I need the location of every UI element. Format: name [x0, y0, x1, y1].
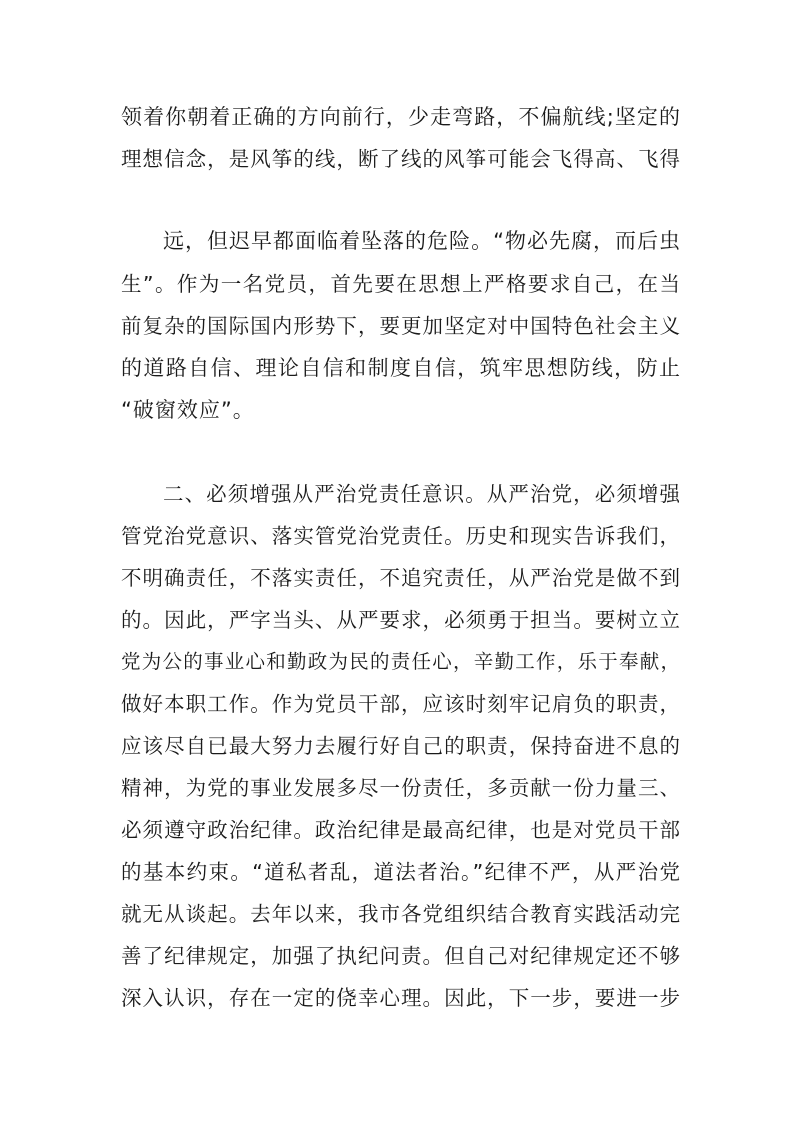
paragraph-3-line-5: 党为公的事业心和勤政为民的责任心，辛勤工作，乐于奉献，	[121, 650, 681, 673]
paragraph-2-line-1: 远，但迟早都面临着坠落的危险。“物必先腐，而后虫	[163, 229, 681, 253]
paragraph-3-line-8: 精神，为党的事业发展多尽一份责任，多贡献一份力量三、	[121, 776, 681, 800]
paragraph-3-line-7: 应该尽自已最大努力去履行好自己的职责，保持奋进不息的	[121, 734, 681, 758]
paragraph-3-line-12: 善了纪律规定，加强了执纪问责。但自己对纪律规定还不够	[121, 944, 681, 968]
paragraph-3-line-4: 的。因此，严字当头、从严要求，必须勇于担当。要树立立	[121, 608, 681, 632]
paragraph-3-line-2: 管党治党意识、落实管党治党责任。历史和现实告诉我们，	[121, 524, 681, 548]
paragraph-3-line-3: 不明确责任，不落实责任，不追究责任，从严治党是做不到	[121, 566, 681, 590]
paragraph-1-line-1: 领着你朝着正确的方向前行，少走弯路，不偏航线;坚定的	[121, 105, 681, 129]
paragraph-3-line-11: 就无从谈起。去年以来，我市各党组织结合教育实践活动完	[121, 902, 681, 926]
paragraph-3-line-9: 必须遵守政治纪律。政治纪律是最高纪律，也是对党员干部	[121, 818, 681, 842]
paragraph-3-line-6: 做好本职工作。作为党员干部，应该时刻牢记肩负的职责，	[121, 692, 681, 716]
paragraph-3-line-13: 深入认识，存在一定的侥幸心理。因此，下一步，要进一步	[121, 986, 681, 1010]
paragraph-2-line-4: 的道路自信、理论自信和制度自信，筑牢思想防线，防止	[121, 356, 681, 380]
paragraph-3-line-1: 二、必须增强从严治党责任意识。从严治党，必须增强	[163, 482, 681, 506]
paragraph-3-line-10: 的基本约束。“道私者乱，道法者治。”纪律不严，从严治党	[121, 860, 681, 884]
paragraph-2-line-5: “破窗效应”。	[121, 398, 255, 422]
paragraph-1-line-2: 理想信念，是风筝的线，断了线的风筝可能会飞得高、飞得	[121, 147, 681, 171]
paragraph-2-line-2: 生”。作为一名党员，首先要在思想上严格要求自己，在当	[121, 272, 681, 296]
paragraph-2-line-3: 前复杂的国际国内形势下，要更加坚定对中国特色社会主义	[121, 314, 681, 338]
